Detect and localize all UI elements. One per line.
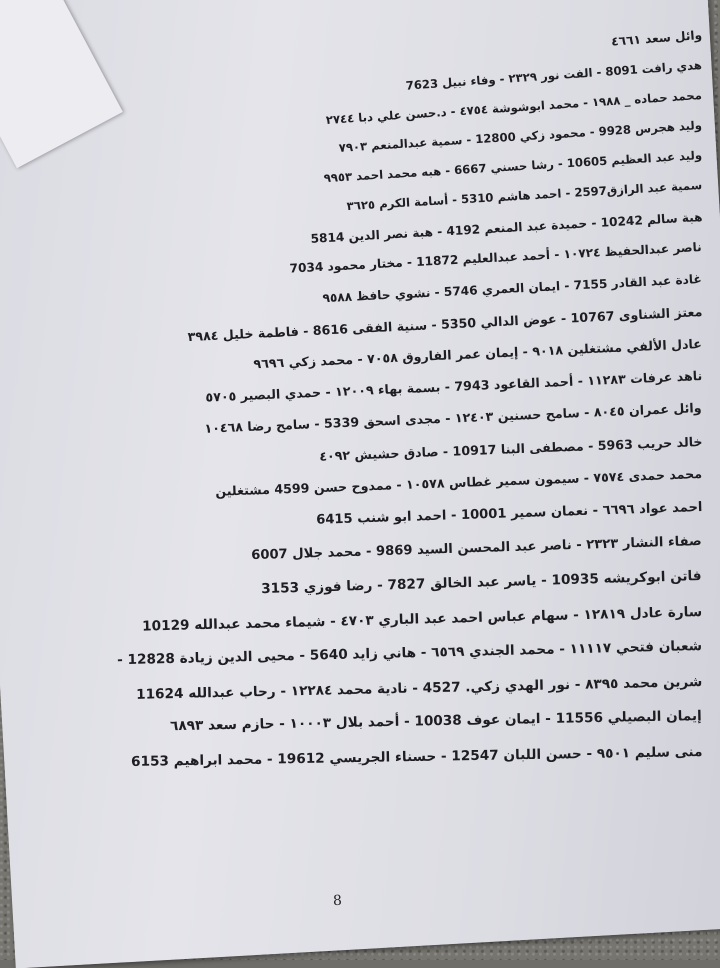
list-item: سارة عادل ١٢٨١٩ - سهام عباس احمد عبد الباري ٤٧٠٣ - شيماء محمد عبدالله 10129 [141, 604, 703, 635]
list-item: احمد عواد ٦٦٩٦ - نعمان سمير 10001 - احمد ابو شنب 6415 [315, 500, 703, 528]
list-item: هدي رافت 8091 - الفت نور ٢٣٢٩ - وفاء نبيل 7623 [405, 58, 703, 93]
list-item: معتز الشناوى 10767 - عوض الدالي 5350 - سنية الفقى 8616 - فاطمة خليل ٣٩٨٤ [186, 304, 703, 345]
list-item: وائل سعد ٤٦٦١ [610, 28, 703, 49]
list-item: شرين محمد ٨٣٩٥ - نور الهدي زكي. 4527 - نادية محمد ١٢٢٨٤ - رحاب عبدالله 11624 [135, 674, 703, 703]
list-item: سمية عبد الرازق2597 - احمد هاشم 5310 - أسامة الكرم ٣٦٢٥ [346, 178, 703, 214]
page-number: 8 [332, 892, 343, 910]
list-item: محمد حماده _ ١٩٨٨ - محمد ابوشوشة ٤٧٥٤ - د.حسن علي دبا ٢٧٤٤ [325, 88, 703, 127]
list-item: وائل عمران ٨٠٤٥ - سامح حسنين ١٢٤٠٣ - مجدى اسحق 5339 - سامح رضا ١٠٤٦٨ [204, 400, 703, 436]
list-item: غادة عبد القادر 7155 - ايمان العمري 5746 - نشوي حافظ ٩٥٨٨ [322, 272, 703, 306]
list-item: وليد عبد العظيم 10605 - رشا حسني 6667 - هبه محمد احمد ٩٩٥٣ [323, 148, 703, 186]
list-item: هبة سالم 10242 - حميدة عبد المنعم 4192 - هبة نصر الدين 5814 [309, 210, 703, 246]
list-item: ناصر عبدالحفيظ ١٠٧٢٤ - أحمد عبدالعليم 11872 - مختار محمود 7034 [289, 240, 703, 276]
list-item: منى سليم ٩٥٠١ - حسن اللبان 12547 - حسناء الجريسي 19612 - محمد ابراهيم 6153 [130, 744, 703, 770]
list-item: خالد حريب 5963 - مصطفى البنا 10917 - صادق حشيش ٤٠٩٢ [318, 434, 703, 464]
list-item: عادل الألفي مشتغلين ٩٠١٨ - إيمان عمر الفاروق ٧٠٥٨ - محمد زكي ٩٦٩٦ [253, 336, 703, 372]
list-item: وليد هجرس 9928 - محمود زكي 12800 - سمية عبدالمنعم ٧٩٠٣ [338, 118, 703, 155]
list-item: إيمان البصيلي 11556 - ايمان عوف 10038 - أحمد بلال ١٠٠٠٣ - حازم سعد ٦٨٩٣ [170, 708, 703, 735]
list-item: صفاء النشار ٢٣٢٣ - ناصر عبد المحسن السيد 9869 - محمد جلال 6007 [251, 534, 703, 564]
list-item: شعبان فتحي ١١١١٧ - محمد الجندي ٦٥٦٩ - هاني زايد 5640 - محيى الدين زيادة 12828 - [116, 638, 703, 669]
list-item: فاتن ابوكريشه 10935 - ياسر عبد الخالق 7827 - رضا فوزي 3153 [261, 568, 703, 598]
list-item: ناهد عرفات ١١٢٨٣ - أحمد القاعود 7943 - بسمة بهاء ١٢٠٠٩ - حمدي البصير ٥٧٠٥ [204, 368, 703, 405]
list-item: محمد حمدى ٧٥٧٤ - سيمون سمير غطاس ١٠٥٧٨ - ممدوح حسن 4599 مشتغلين [215, 466, 703, 499]
